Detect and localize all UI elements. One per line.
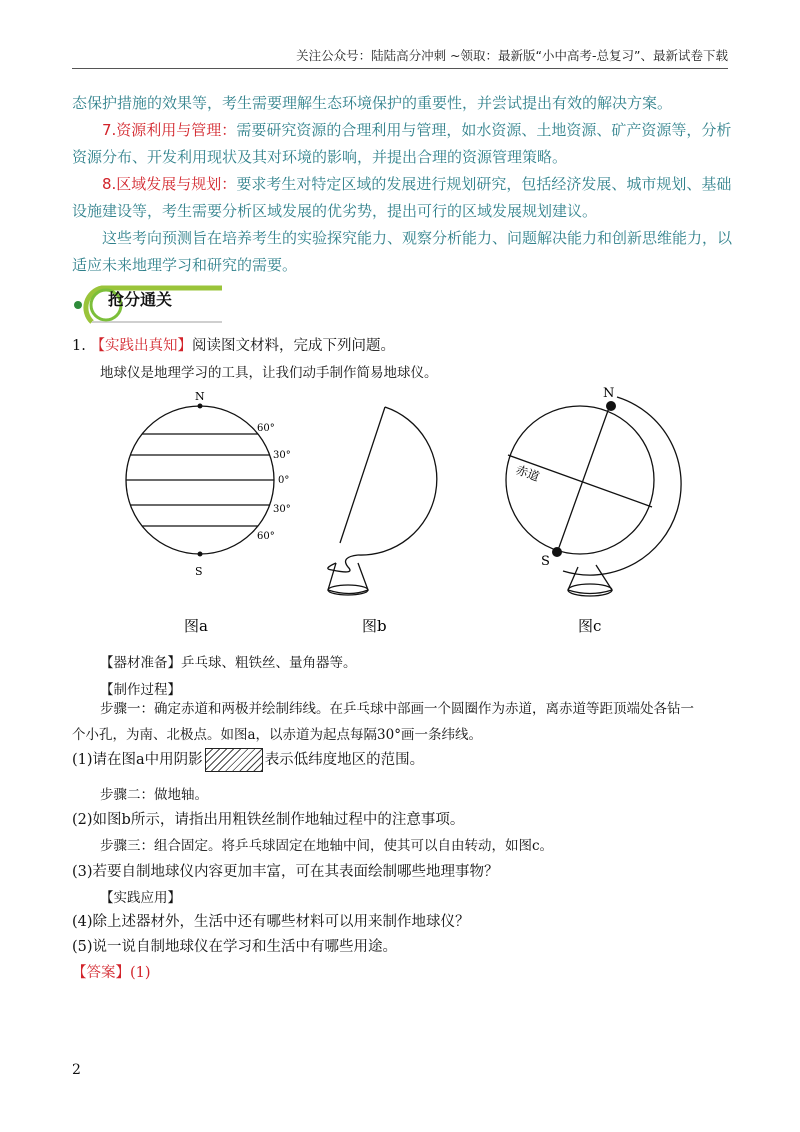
step-3: 步骤三：组合固定。将乒乓球固定在地轴中间，使其可以自由转动，如图c。	[100, 838, 554, 854]
page-number: 2	[72, 1062, 81, 1078]
intro-summary: 这些考向预测旨在培养考生的实验探究能力、观察分析能力、问题解决能力和创新思维能力，以适应未来地理学习和研究的需要。	[72, 229, 733, 274]
hatch-legend-box	[205, 748, 263, 772]
intro-item-7	[72, 117, 732, 171]
fig-c-equator: 赤道	[513, 462, 542, 485]
lat-label-0: 0°	[278, 475, 290, 486]
lat-label-30s: 30°	[273, 504, 291, 515]
step-1-line-1: 步骤一：确定赤道和两极并绘制纬线。在乒乓球中部画一个圆圈作为赤道，离赤道等距顶端处各钻一	[100, 701, 694, 717]
question-number: 1.	[72, 338, 86, 354]
fig-c-south-pole	[552, 547, 562, 557]
caption-b: 图b	[362, 617, 387, 635]
question-1-1	[72, 748, 424, 772]
answer-line	[72, 961, 151, 982]
fig-c-north-pole	[606, 401, 616, 411]
caption-c: 图c	[578, 617, 602, 635]
question-1-4: (4)除上述器材外，生活中还有哪些材料可以用来制作地球仪？	[72, 914, 470, 930]
intro-item-8	[72, 171, 732, 225]
figure-c	[506, 397, 681, 596]
figure-b	[328, 407, 437, 595]
fig-a-north: N	[195, 390, 205, 403]
answer-text: (1)	[130, 965, 151, 981]
question-tag: 【实践出真知】	[90, 338, 192, 354]
intro-paragraph-0: 态保护措施的效果等，考生需要理解生态环境保护的重要性，并尝试提出有效的解决方案。	[72, 94, 673, 112]
figure-a	[126, 406, 274, 554]
question-1-5: (5)说一说自制地球仪在学习和生活中有哪些用途。	[72, 939, 398, 955]
q1-before: (1)请在图a中用阴影	[72, 752, 203, 768]
page-header: 关注公众号：陆陆高分冲刺 ~领取：最新版“小中高考-总复习”、最新试卷下载	[296, 48, 728, 63]
item7-label: 7.资源利用与管理：	[102, 121, 237, 139]
south-pole-dot	[198, 552, 203, 557]
process-heading: 【制作过程】	[100, 682, 181, 698]
item8-text: 要求考生对特定区域的发展进行规划研究，包括经济发展、城市规划、基础设施建设等，考生需要分析区域发展的优劣势，提出可行的区域发展规划建议。	[72, 175, 732, 220]
lat-label-60s: 60°	[257, 531, 275, 542]
question-lead: 地球仪是地理学习的工具，让我们动手制作简易地球仪。	[100, 365, 438, 381]
item7-text: 需要研究资源的合理利用与管理，如水资源、土地资源、矿产资源等，分析资源分布、开发利用现状及其对环境的影响，并提出合理的资源管理策略。	[72, 121, 732, 166]
globe-figures	[100, 385, 720, 635]
fig-c-south: S	[541, 554, 550, 569]
north-pole-dot	[198, 404, 203, 409]
caption-a: 图a	[184, 617, 208, 635]
practice-heading: 【实践应用】	[100, 890, 181, 906]
step-1-line-2: 个小孔，为南、北极点。如图a，以赤道为起点每隔30°画一条纬线。	[72, 727, 482, 743]
question-1-2: (2)如图b所示，请指出用粗铁丝制作地轴过程中的注意事项。	[72, 812, 465, 828]
q1-after: 表示低纬度地区的范围。	[264, 752, 425, 768]
step-2: 步骤二：做地轴。	[100, 787, 208, 803]
fig-c-north: N	[603, 386, 615, 401]
question-1-stem	[72, 334, 395, 355]
item8-label: 8.区域发展与规划：	[102, 175, 237, 193]
question-prompt: 阅读图文材料，完成下列问题。	[191, 338, 395, 354]
answer-label: 【答案】	[72, 965, 130, 981]
lat-label-60n: 60°	[257, 423, 275, 434]
question-1-3: (3)若要自制地球仪内容更加丰富，可在其表面绘制哪些地理事物？	[72, 864, 499, 880]
materials: 【器材准备】乒乓球、粗铁丝、量角器等。	[100, 655, 357, 671]
section-title: 抢分通关	[108, 290, 173, 309]
lat-label-30n: 30°	[273, 450, 291, 461]
header-rule	[72, 68, 728, 69]
fig-a-south: S	[195, 565, 203, 578]
